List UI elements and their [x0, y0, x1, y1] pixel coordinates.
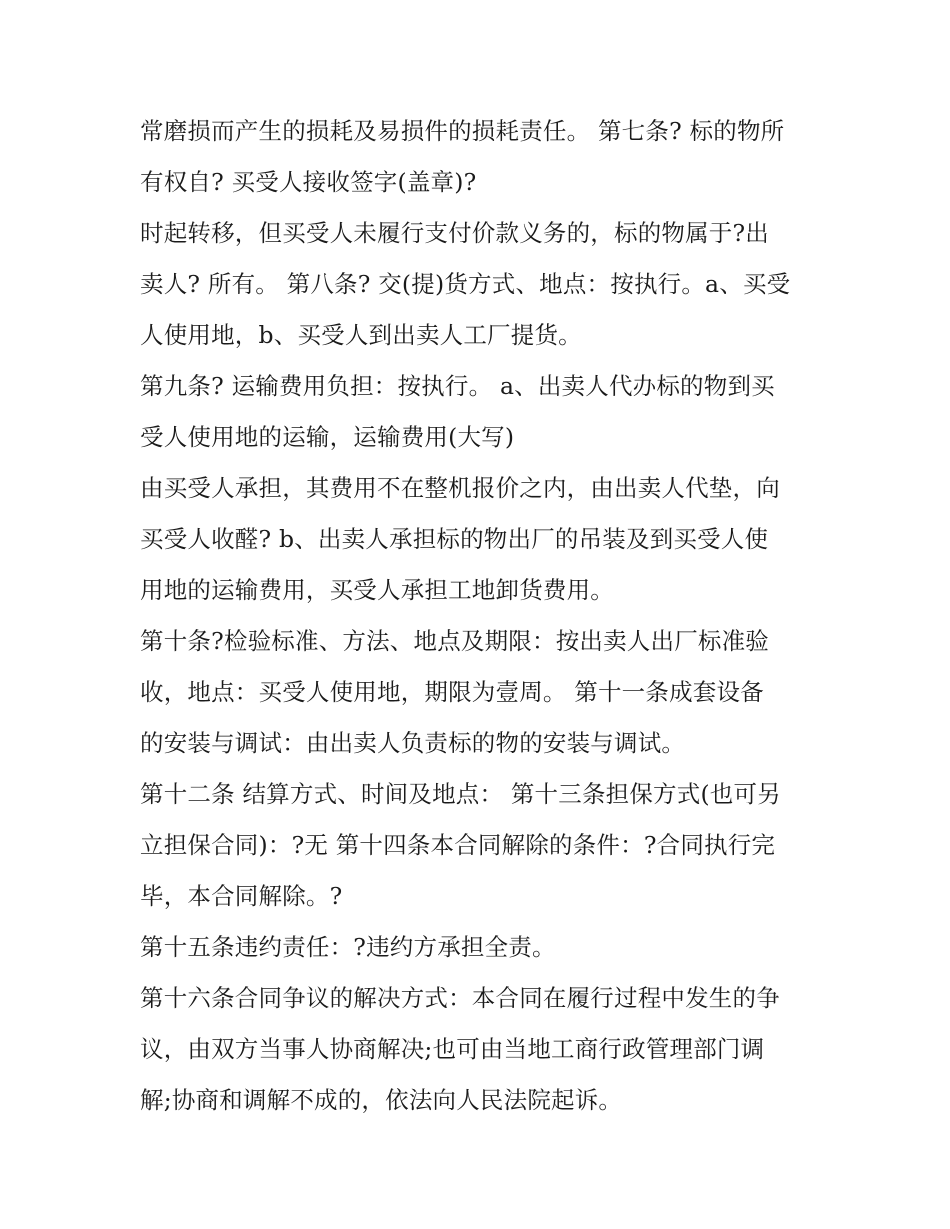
text-line: 第十条?检验标准、方法、地点及期限：按出卖人出厂标准验: [140, 627, 769, 655]
text-line: 用地的运输费用，买受人承担工地卸货费用。: [140, 576, 614, 604]
text-line: 第十六条合同争议的解决方式：本合同在履行过程中发生的争: [140, 984, 780, 1012]
text-line: 有权自? 买受人接收签字(盖章)?: [140, 168, 477, 196]
text-line: 常磨损而产生的损耗及易损件的损耗责任。 第七条? 标的物所: [140, 117, 785, 145]
text-line: 卖人? 所有。 第八条? 交(提)货方式、地点：按执行。a、买受: [140, 270, 791, 298]
text-line: 的安装与调试：由出卖人负责标的物的安装与调试。: [140, 729, 686, 757]
text-line: 受人使用地的运输，运输费用(大写): [140, 423, 515, 451]
text-line: 第九条? 运输费用负担：按执行。 a、出卖人代办标的物到买: [140, 372, 775, 400]
text-line: 由买受人承担，其费用不在整机报价之内，由出卖人代垫，向: [140, 474, 780, 502]
text-line: 解;协商和调解不成的，依法向人民法院起诉。: [140, 1086, 623, 1114]
text-line: 毕，本合同解除。?: [140, 882, 343, 910]
text-line: 立担保合同)：?无 第十四条本合同解除的条件：?合同执行完: [140, 831, 776, 859]
text-line: 买受人收醛? b、出卖人承担标的物出厂的吊装及到买受人使: [140, 525, 769, 553]
text-line: 时起转移，但买受人未履行支付价款义务的，标的物属于?出: [140, 219, 769, 247]
text-line: 第十五条违约责任：?违约方承担全责。: [140, 933, 556, 961]
text-line: 收，地点：买受人使用地，期限为壹周。 第十一条成套设备: [140, 678, 764, 706]
document-body: [140, 106, 830, 1126]
text-line: 第十二条 结算方式、时间及地点： 第十三条担保方式(也可另: [140, 780, 781, 808]
text-line: 人使用地，b、买受人到出卖人工厂提货。: [140, 321, 582, 349]
text-line: 议，由双方当事人协商解决;也可由当地工商行政管理部门调: [140, 1035, 765, 1063]
